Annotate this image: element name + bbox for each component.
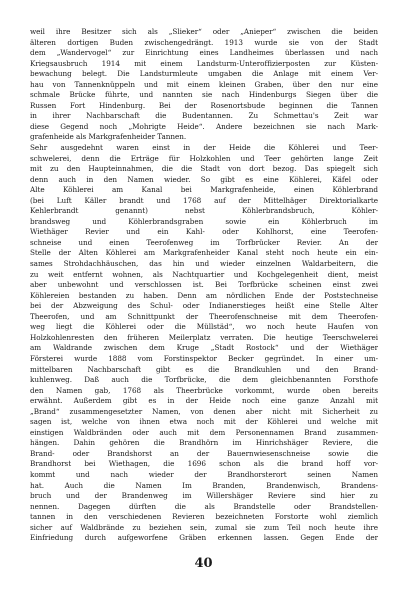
text-line: Kriegsausbruch 1914 mit einem Landsturm-Unteroffizierposten zur Küsten- [30,58,378,68]
text-line: Wiethäger Revier und ein Kahl- oder Kohlhorst, eine Teerofen- [30,227,378,237]
text-line: in ihrer Nachbarschaft die Budentannen. Zu Schmettau's Zeit war [30,111,378,121]
text-line: schneise und einen Teerofenweg im Torfbrücker Revier. An der [30,237,378,247]
text-line: bei der Abzweigung des Schul- oder Indianerstieges heißt eine Stelle Alter [30,301,378,311]
page-number: 40 [194,556,213,571]
text-line: schmale Brücke führte, und nannten sie nach Hindenburgs Siegen über die [30,90,378,100]
text-line: sames Strohdachhäuschen, das hin und wieder einzelnen Waldarbeitern, die [30,259,378,269]
text-line: zu weit entfernt wohnen, als Nachtquartier und Kochgelegenheit dient, meist [30,269,378,279]
page-text [30,27,378,544]
text-line: schwelerei, denn die Erträge für Holzkohlen und Teer gehörten lange Zeit [30,153,378,163]
text-line: „Brand“ zusammengesetzter Namen, von denen aber nicht mit Sicherheit zu [30,406,378,416]
text-line: dem „Wandervogel“ zur Einrichtung eines Landheimes überlassen und nach [30,48,378,58]
text-line: mittelbaren Nachbarschaft gibt es die Brandkuhlen und den Brand- [30,364,378,374]
text-line: kommt und nach wieder der Brandhorsterort seinen Namen [30,469,378,479]
text-line: bewachung belegt. Die Landsturmleute umgaben die Anlage mit einem Ver- [30,69,378,79]
text-line: grafenheide als Markgrafenheider Tannen. [30,132,187,142]
text-line: nennen. Dagegen dürften die als Brandstelle oder Brandstellen- [30,501,378,511]
text-line: älteren dortigen Buden zwischengedrängt. 1913 wurde sie von der Stadt [30,37,378,47]
text-line: Försterei wurde 1888 vom Forstinspektor Becker gegründet. In einer um- [30,353,378,363]
text-line: (bei Luft Käller brandt und 1768 auf der Mittelhäger Direktorialkarte [30,195,378,205]
text-line: Holzkohlenresten den früheren Meilerplatz verraten. Die heutige Teerschwelerei [30,332,378,342]
text-line: brandsweg und Köhlerbrandsgraben sowie ein Köhlerbruch im [30,216,378,226]
text-line: aber unbewohnt und verschlossen ist. Bei Torfbrücke scheinen einst zwei [30,280,378,290]
text-line: einstigen Waldbränden oder auch mit dem Personennamen Brand zusammen- [30,427,378,437]
text-line: Russen Fort Hindenburg. Bei der Rosenortsbude beginnen die Tannen [30,100,378,110]
text-line: kuhlenweg. Daß auch die Torfbrücke, die dem gleichbenannten Forsthofe [30,375,378,385]
text-line: Köhlereien bestanden zu haben. Denn am nördlichen Ende der Poststechneise [30,290,378,300]
text-line: hau von Tannenknüppeln und mit einem kleinen Graben, über den nur eine [30,79,378,89]
text-line: Kehlerbrandt genannt) nebst Köhlerbrandsbruch, Köhler- [30,206,378,216]
text-line: Brandhorst bei Wiethagen, die 1696 schon als die brand hoff vor- [30,459,378,469]
text-line: sicher auf Waldbrände zu beziehen sein, zumal sie zum Teil noch heute ihre [30,522,378,532]
text-line: Brand- oder Brandshorst an der Bauernwiesenschneise sowie die [30,448,378,458]
text-line: bruch und der Brandenweg im Willershäger Reviere sind hier zu [30,491,378,501]
text-line: mit zu den Haupteinnahmen, die die Stadt von dort bezog. Das spiegelt sich [30,164,378,174]
text-line: weg liegt die Köhlerei oder die Müllstäd“, wo noch heute Haufen von [30,322,378,332]
text-line: hängen. Dahin gehören die Brandhörn im Hinrichshäger Reviere, die [30,438,378,448]
text-line: diese Gegend noch „Mohrigte Heide“. Andere bezeichnen sie nach Mark- [30,121,378,131]
text-line: sagen ist, welche von ihnen etwa noch mit der Köhlerei und welche mit [30,417,378,427]
text-line: Theerofen, und am Schnittpunkt der Theerofenschneise mit dem Theerofen- [30,311,378,321]
text-line: hat. Auch die Namen Im Branden, Brandenwisch, Brandens- [30,480,378,490]
text-line: den Namen gab, 1768 als Theerbrücke vorkommt, wurde oben bereits [30,385,378,395]
text-line: erwähnt. Außerdem gibt es in der Heide noch eine ganze Anzahl mit [30,396,378,406]
text-line: Alte Köhlerei am Kanal bei Markgrafenheide, einen Köhlerbrand [30,185,378,195]
text-line: weil ihre Besitzer sich als „Slieker“ oder „Anieper“ zwischen die beiden [30,27,378,36]
text-line: denn auch in den Namen wieder. So gibt es eine Köhlerei, Käfel oder [30,174,378,184]
text-line: am Waldrande zwischen dem Kruge „Stadt Rostock“ und der Wiethäger [30,343,378,353]
text-line: Stelle der Alten Köhlerei am Markgrafenheider Kanal steht noch heute ein ein- [30,248,378,258]
text-line: Einfriedung durch aufgeworfene Gräben erkennen lassen. Gegen Ende der [30,533,378,543]
text-line: Sehr ausgedehnt waren einst in der Heide die Köhlerei und Teer- [30,143,378,153]
text-line: tannen in den verschiedenen Revieren bezeichneten Forstorte wohl ziemlich [30,512,378,522]
